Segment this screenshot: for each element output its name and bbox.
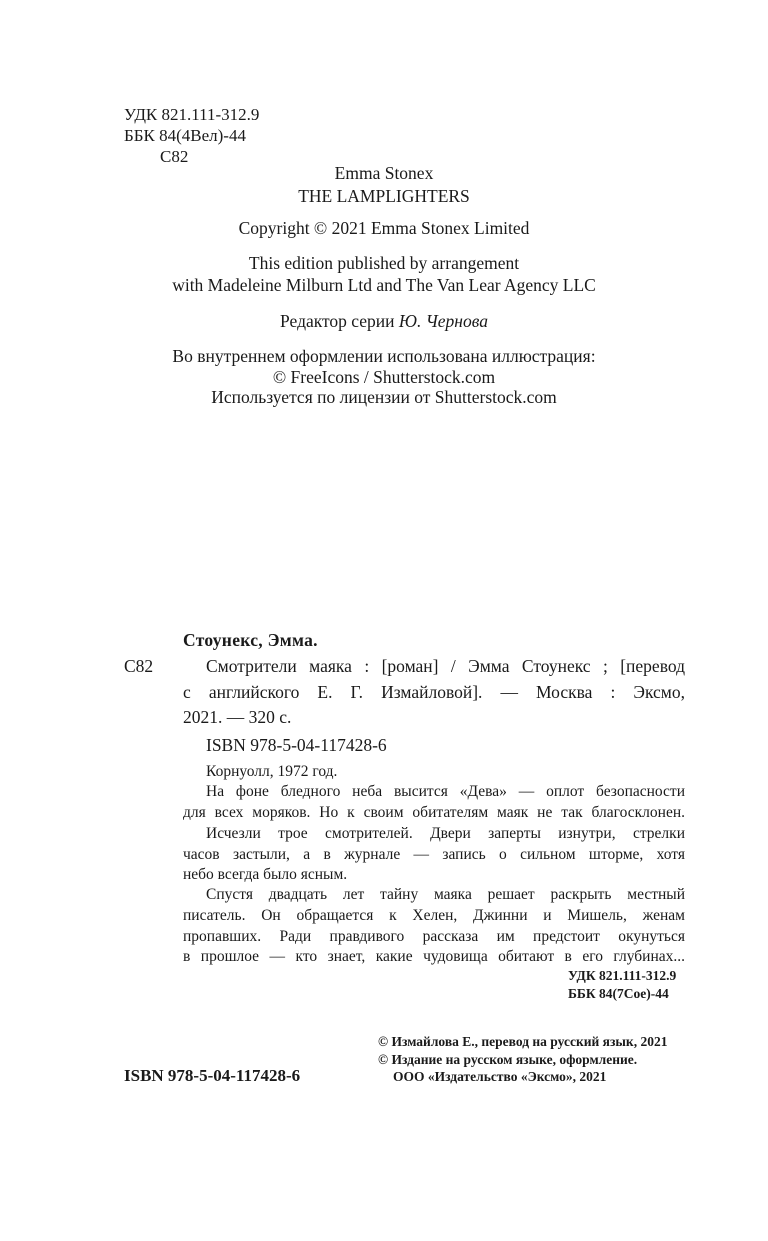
catalog-isbn: ISBN 978-5-04-117428-6 <box>206 735 387 755</box>
series-editor-name: Ю. Чернова <box>398 311 488 331</box>
illustration-line-1: Во внутреннем оформлении использована иллюстрация: <box>172 346 596 366</box>
catalog-desc-line-1: Смотрители маяка : [роман] / Эмма Стоунекс ; [перевод <box>206 656 685 676</box>
card-bbk-code: ББК 84(7Сое)-44 <box>568 986 669 1001</box>
edition-line-1: This edition published by arrangement <box>248 253 520 273</box>
annotation-line-1: Корнуолл, 1972 год. <box>206 763 338 780</box>
footer-copyright-3: ООО «Издательство «Эксмо», 2021 <box>393 1069 607 1084</box>
illustration-line-3: Используется по лицензии от Shutterstock.com <box>211 387 557 407</box>
copyright-line: Copyright © 2021 Emma Stonex Limited <box>238 218 530 238</box>
catalog-heading: Стоунекс, Эмма. <box>183 630 318 650</box>
annotation-line-9: пропавших. Ради правдивого рассказа им предстоит окунуться <box>183 928 685 945</box>
illustration-line-2: © FreeIcons / Shutterstock.com <box>272 367 496 387</box>
annotation-line-7: Спустя двадцать лет тайну маяка решает раскрыть местный <box>206 886 685 903</box>
annotation-line-8: писатель. Он обращается к Хелен, Джинни и Мишель, женам <box>183 907 685 924</box>
footer-copyright-2: © Издание на русском языке, оформление. <box>378 1052 638 1067</box>
card-udk-code: УДК 821.111-312.9 <box>568 968 677 983</box>
annotation-line-10: в прошлое — кто знает, какие чудовища обитают в его глубинах... <box>183 948 685 965</box>
annotation-line-3: для всех моряков. Но к своим обитателям маяк не так благосклонен. <box>183 804 685 821</box>
bbk-code: ББК 84(4Вел)-44 <box>124 126 246 145</box>
footer-isbn: ISBN 978-5-04-117428-6 <box>124 1066 301 1085</box>
catalog-desc-line-3: 2021. — 320 с. <box>183 707 292 727</box>
edition-line-2: with Madeleine Milburn Ltd and The Van Lear Agency LLC <box>172 275 596 295</box>
annotation-line-2: На фоне бледного неба высится «Дева» — оплот безопасности <box>206 783 685 800</box>
annotation-line-4: Исчезли трое смотрителей. Двери заперты изнутри, стрелки <box>206 825 685 842</box>
series-editor <box>0 310 768 332</box>
original-author: Emma Stonex <box>334 163 434 183</box>
original-title: THE LAMPLIGHTERS <box>298 186 470 206</box>
series-editor-label: Редактор серии <box>280 311 395 331</box>
annotation-line-6: небо всегда было ясным. <box>183 866 348 883</box>
footer-copyright-1: © Измайлова Е., перевод на русский язык, 2021 <box>378 1034 668 1049</box>
catalog-desc-line-2: с английского Е. Г. Измайловой]. — Москва : Эксмо, <box>183 682 685 702</box>
annotation-line-5: часов застыли, а в журнале — запись о сильном шторме, хотя <box>183 846 685 863</box>
catalog-mark: С82 <box>124 656 154 676</box>
author-mark: С82 <box>160 147 189 166</box>
udk-code: УДК 821.111-312.9 <box>124 105 260 124</box>
